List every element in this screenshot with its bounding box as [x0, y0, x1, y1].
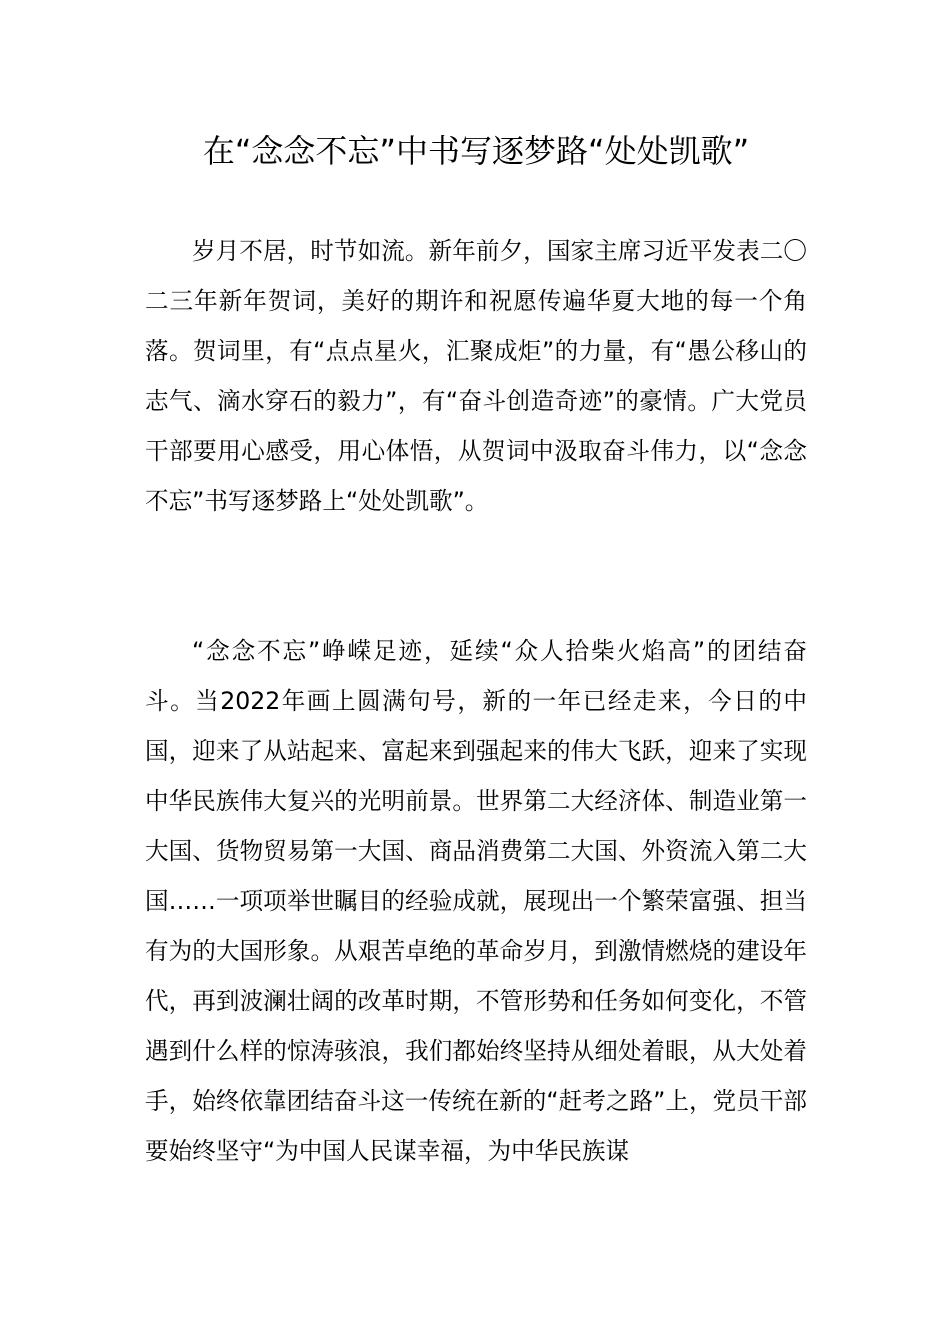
- paragraph-1: 岁月不居，时节如流。新年前夕，国家主席习近平发表二〇二三年新年贺词，美好的期许和祝愿传遍华夏大地的每一个角落。贺词里，有“点点星火，汇聚成炬”的力量，有“愚公移山的志气、滴水穿石的毅力”，有“奋斗创造奇迹”的豪情。广大党员干部要用心感受，用心体悟，从贺词中汲取奋斗伟力，以“念念不忘”书写逐梦路上“处处凯歌”。: [145, 237, 807, 515]
- paragraph-2: “念念不忘”峥嵘足迹，延续“众人拾柴火焰高”的团结奋斗。当2022年画上圆满句号，新的一年已经走来，今日的中国，迎来了从站起来、富起来到强起来的伟大飞跃，迎来了实现中华民族伟大复兴的光明前景。世界第二大经济体、制造业第一大国、货物贸易第一大国、商品消费第二大国、外资流入第二大国……一项项举世瞩目的经验成就，展现出一个繁荣富强、担当有为的大国形象。从艰苦卓绝的革命岁月，到激情燃烧的建设年代，再到波澜壮阔的改革时期，不管形势和任务如何变化，不管遇到什么样的惊涛骇浪，我们都始终坚持从细处着眼，从大处着手，始终依靠团结奋斗这一传统在新的“赶考之路”上，党员干部要始终坚守“为中国人民谋幸福，为中华民族谋: [145, 637, 807, 1165]
- article-title: 在“念念不忘”中书写逐梦路“处处凯歌”: [202, 132, 750, 170]
